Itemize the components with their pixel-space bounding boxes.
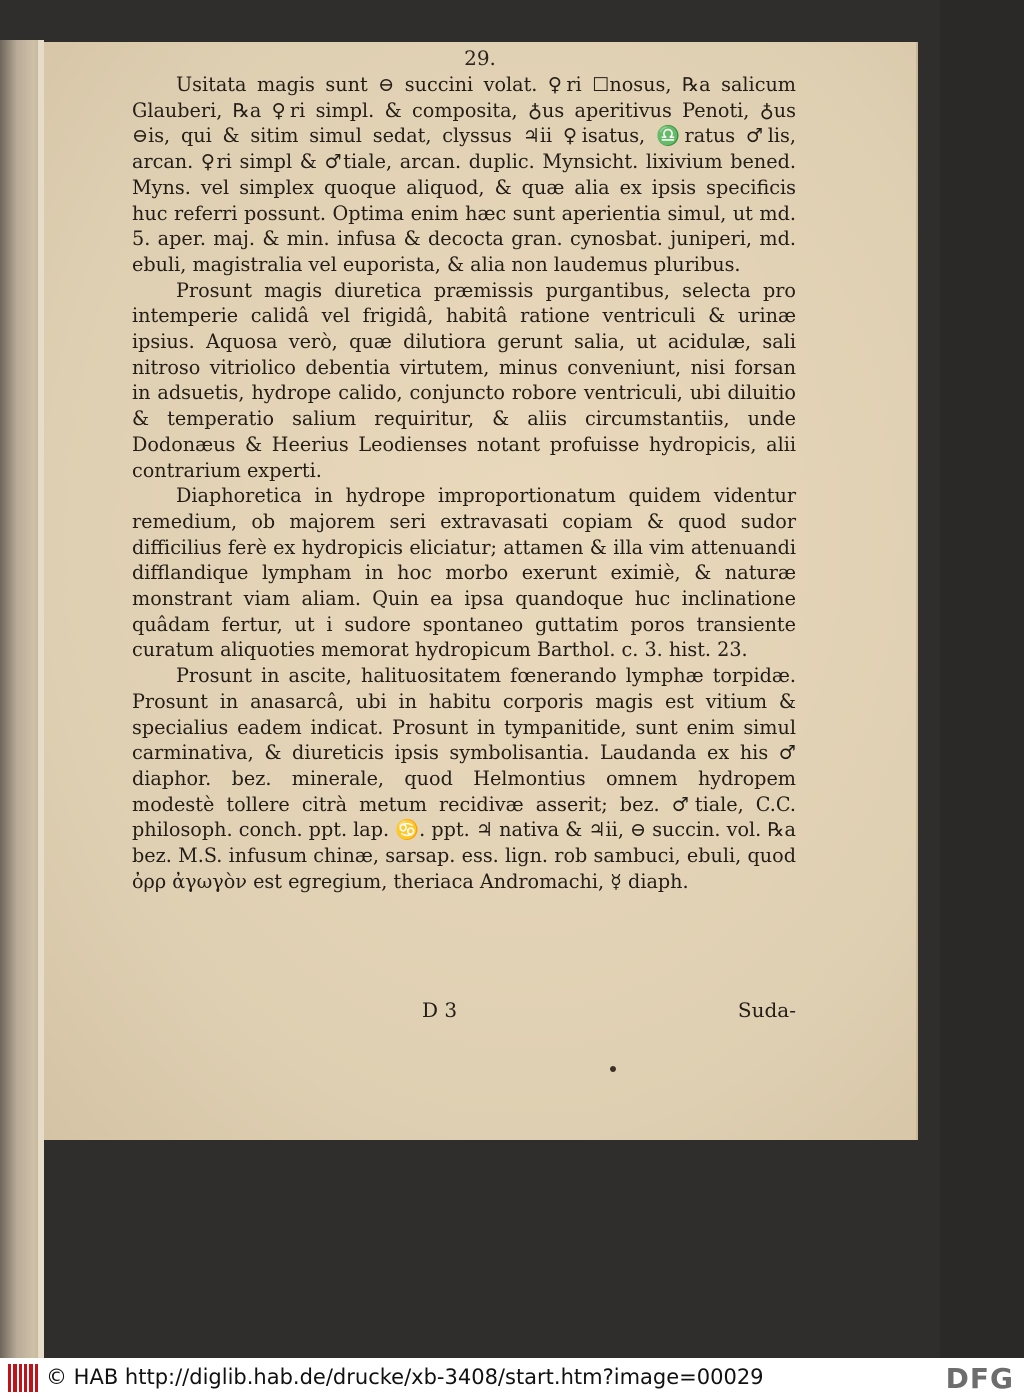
dfg-logo: DFG [945, 1362, 1014, 1395]
page-footer [132, 998, 796, 1028]
book-page [44, 42, 916, 1140]
page-number: 29. [464, 46, 496, 70]
catchword: Suda- [737, 998, 796, 1022]
paragraph-2: Prosunt magis diuretica præmissis purgantibus, selecta pro intemperie calidâ vel frigidâ, habitâ ratione ventriculi & urinæ ipsius. Aquosa verò, quæ dilutiora gerunt salia, ut acidulæ, sali nitroso vitriolico debentia virtutem, minus conveniunt, nisi forsan in adsuetis, hydrope calido, conjuncto robore ventriculi, ubi diluitio & temperatio salium requiritur, & aliis circumstantiis, unde Dodonæus & Heerius Leodienses notant profuisse hydropicis, alii contrarium experti. [132, 278, 796, 482]
left-page-edge [0, 40, 42, 1358]
hab-logo-icon [8, 1364, 38, 1392]
signature-mark: D 3 [422, 998, 458, 1022]
cover-board [940, 0, 1024, 1358]
paragraph-3: Diaphoretica in hydrope improportionatum quidem videntur remedium, ob majorem seri extravasati copiam & quod sudor difficilius ferè ex hydropicis eliciatur; attamen & illa vim attenuandi difflandique lympham in hoc morbo exerunt eximiè, & naturæ monstrant viam aliam. Quin ea ipsa quandoque huc inclinatione quâdam fertur, ut i sudore spontaneo guttatim poros transiente curatum aliquoties memorat hydropicum Barthol. c. 3. hist. 23. [132, 484, 796, 662]
ink-spot [610, 1066, 616, 1072]
paragraph-4: Prosunt in ascite, halituositatem fœnerando lymphæ torpidæ. Prosunt in anasarcâ, ubi in habitu corporis magis est vitium & specialius eadem indicat. Prosunt in tympanitide, sunt enim simul carminativa, & diureticis ipsis symbolisantia. Laudanda ex his ♂ diaphor. bez. minerale, quod Helmontius omnem hydropem modestè tollere citrà metum recidivæ asserit; bez. ♂tiale, C.C. philosoph. conch. ppt. lap. ♋. ppt. ♃ nativa & ♃ii, ⊖ succin. vol. ℞a bez. M.S. infusum chinæ, sarsap. ess. lign. rob sambuci, ebuli, quod ὀρρ ἀγωγὸν est egregium, theriaca Andromachi, ☿ diaph. [132, 664, 796, 893]
credit-bar [0, 1358, 1024, 1398]
credit-text[interactable]: © HAB http://diglib.hab.de/drucke/xb-3408/start.htm?image=00029 [46, 1365, 764, 1389]
paragraph-1: Usitata magis sunt ⊖ succini volat. ♀ri ☐nosus, ℞a salicum Glauberi, ℞a ♀ri simpl. & composita, ♁us aperitivus Penoti, ♁us ⊖is, qui & sitim simul sedat, clyssus ♃ii ♀isatus, ♎ratus ♂lis, arcan. ♀ri simpl & ♂tiale, arcan. duplic. Mynsicht. lixivium bened. Myns. vel simplex quoque aliquod, & quæ alia ex ipsis specificis huc referri possunt. Optima enim hæc sunt aperientia simul, ut md. 5. aper. maj. & min. infusa & decocta gran. cynosbat. juniperi, md. ebuli, magistralia vel euporista, & alia non laudemus pluribus. [132, 73, 796, 276]
text-block [132, 72, 796, 895]
